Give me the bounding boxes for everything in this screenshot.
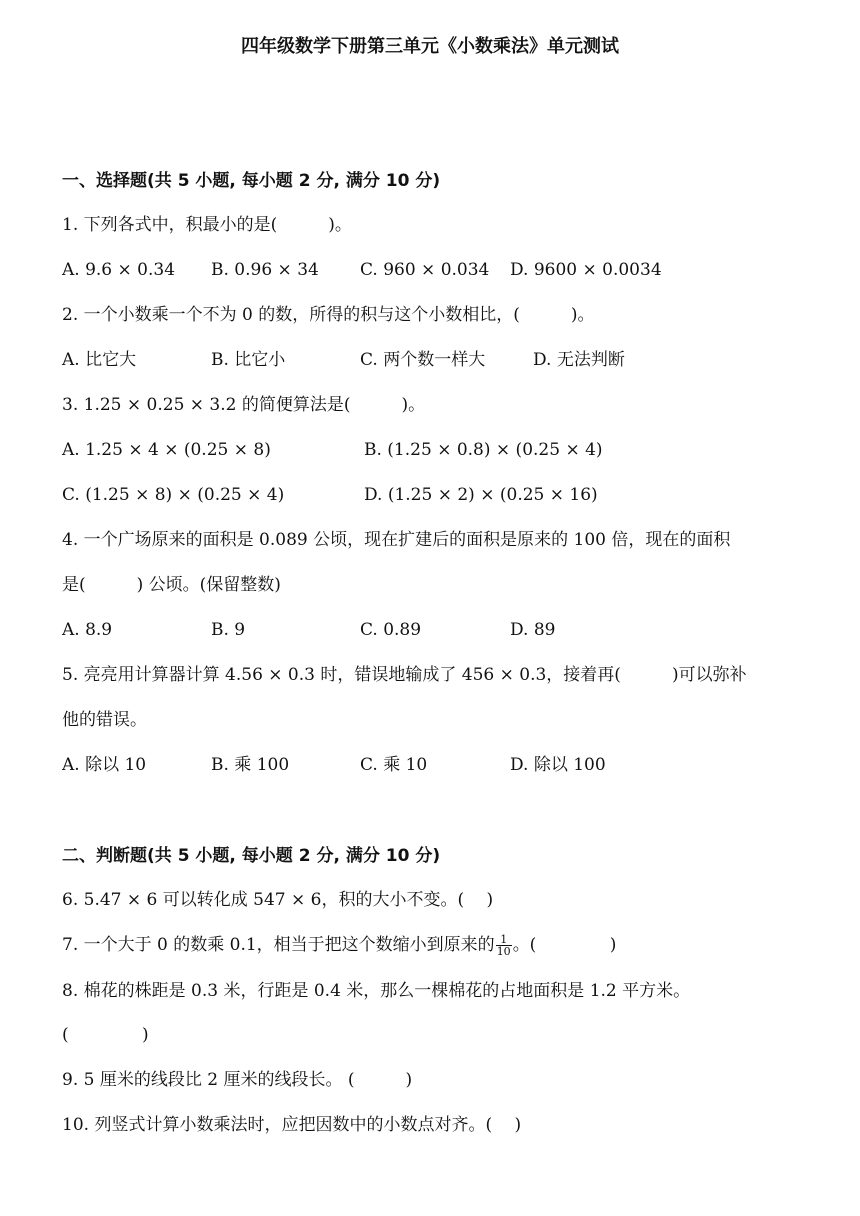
section-heading-judgement: 二、判断题(共 5 小题, 每小题 2 分, 满分 10 分) bbox=[62, 846, 441, 866]
q2-option-c: C. 两个数一样大 bbox=[360, 350, 486, 370]
q1-option-b: B. 0.96 × 34 bbox=[211, 260, 319, 280]
q3-option-a: A. 1.25 × 4 × (0.25 × 8) bbox=[62, 440, 271, 460]
page-title: 四年级数学下册第三单元《小数乘法》单元测试 bbox=[241, 36, 619, 57]
question-8-line2: ( ) bbox=[62, 1025, 149, 1045]
q5-option-d: D. 除以 100 bbox=[510, 755, 606, 775]
question-3-stem: 3. 1.25 × 0.25 × 3.2 的简便算法是( )。 bbox=[62, 395, 426, 415]
question-7-answer-blank: 。( ) bbox=[512, 935, 617, 955]
question-10: 10. 列竖式计算小数乘法时，应把因数中的小数点对齐。( ) bbox=[62, 1115, 522, 1135]
fraction-one-tenth bbox=[496, 934, 512, 957]
question-7-text: 7. 一个大于 0 的数乘 0.1，相当于把这个数缩小到原来的 bbox=[62, 935, 495, 955]
q2-option-b: B. 比它小 bbox=[211, 350, 286, 370]
section-heading-choice: 一、选择题(共 5 小题, 每小题 2 分, 满分 10 分) bbox=[62, 171, 441, 191]
question-5-stem-line2: 他的错误。 bbox=[62, 710, 147, 730]
q1-option-a: A. 9.6 × 0.34 bbox=[62, 260, 176, 280]
q3-option-b: B. (1.25 × 0.8) × (0.25 × 4) bbox=[364, 440, 603, 460]
fraction-numerator: 1 bbox=[496, 934, 512, 946]
q1-option-c: C. 960 × 0.034 bbox=[360, 260, 490, 280]
question-4-stem-line2: 是( ) 公顷。(保留整数) bbox=[62, 575, 281, 595]
q4-option-c: C. 0.89 bbox=[360, 620, 422, 640]
q2-option-d: D. 无法判断 bbox=[533, 350, 625, 370]
question-8-line1: 8. 棉花的株距是 0.3 米，行距是 0.4 米，那么一棵棉花的占地面积是 1.2 平方米。 bbox=[62, 981, 691, 1001]
q3-option-c: C. (1.25 × 8) × (0.25 × 4) bbox=[62, 485, 285, 505]
q5-option-c: C. 乘 10 bbox=[360, 755, 428, 775]
q1-option-d: D. 9600 × 0.0034 bbox=[510, 260, 662, 280]
question-7 bbox=[62, 933, 616, 957]
q4-option-d: D. 89 bbox=[510, 620, 556, 640]
q3-option-d: D. (1.25 × 2) × (0.25 × 16) bbox=[364, 485, 598, 505]
question-4-stem-line1: 4. 一个广场原来的面积是 0.089 公顷，现在扩建后的面积是原来的 100 倍，现在的面积 bbox=[62, 530, 731, 550]
q4-option-b: B. 9 bbox=[211, 620, 246, 640]
q5-option-b: B. 乘 100 bbox=[211, 755, 290, 775]
question-9: 9. 5 厘米的线段比 2 厘米的线段长。 ( ) bbox=[62, 1070, 413, 1090]
q4-option-a: A. 8.9 bbox=[62, 620, 113, 640]
fraction-denominator: 10 bbox=[496, 945, 511, 958]
q5-option-a: A. 除以 10 bbox=[62, 755, 147, 775]
question-1-stem: 1. 下列各式中，积最小的是( )。 bbox=[62, 215, 352, 235]
question-6: 6. 5.47 × 6 可以转化成 547 × 6，积的大小不变。( ) bbox=[62, 890, 494, 910]
question-2-stem: 2. 一个小数乘一个不为 0 的数，所得的积与这个小数相比，( )。 bbox=[62, 305, 595, 325]
question-5-stem-line1: 5. 亮亮用计算器计算 4.56 × 0.3 时，错误地输成了 456 × 0.3，接着再( )可以弥补 bbox=[62, 665, 747, 685]
q2-option-a: A. 比它大 bbox=[62, 350, 137, 370]
